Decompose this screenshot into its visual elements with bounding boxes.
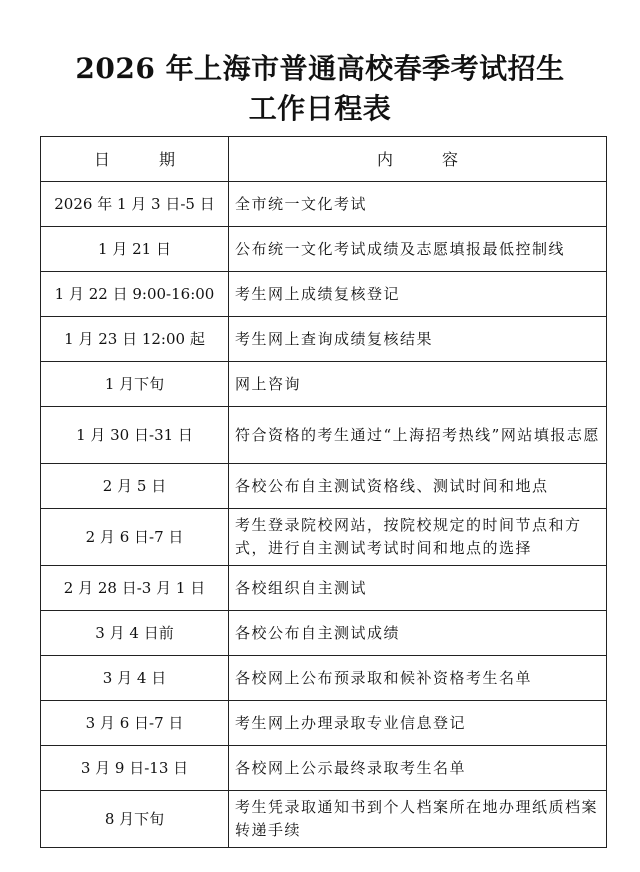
row-content: 网上咨询 (229, 362, 607, 407)
row-date: 2 月 28 日-3 月 1 日 (41, 566, 229, 611)
row-content: 各校组织自主测试 (229, 566, 607, 611)
row-date: 2 月 5 日 (41, 464, 229, 509)
table-row (41, 407, 607, 464)
table-row (41, 566, 607, 611)
table-row (41, 227, 607, 272)
table-row (41, 509, 607, 566)
table-row (41, 611, 607, 656)
row-date: 1 月 23 日 12:00 起 (41, 317, 229, 362)
table-row (41, 272, 607, 317)
row-date: 3 月 6 日-7 日 (41, 701, 229, 746)
schedule-table (40, 136, 607, 848)
table-row (41, 791, 607, 848)
row-date: 8 月下旬 (41, 791, 229, 848)
row-content: 各校公布自主测试资格线、测试时间和地点 (229, 464, 607, 509)
row-content: 各校公布自主测试成绩 (229, 611, 607, 656)
page-title-line-2: 工作日程表 (248, 92, 392, 125)
table-row (41, 701, 607, 746)
row-date: 1 月 21 日 (41, 227, 229, 272)
column-header-content: 内 容 (229, 137, 607, 182)
row-content: 各校网上公示最终录取考生名单 (229, 746, 607, 791)
row-content: 公布统一文化考试成绩及志愿填报最低控制线 (229, 227, 607, 272)
row-date: 1 月 22 日 9:00-16:00 (41, 272, 229, 317)
table-row (41, 317, 607, 362)
table-row (41, 182, 607, 227)
table-row (41, 656, 607, 701)
row-content: 全市统一文化考试 (229, 182, 607, 227)
column-header-date: 日 期 (41, 137, 229, 182)
row-content: 考生凭录取通知书到个人档案所在地办理纸质档案转递手续 (229, 791, 607, 848)
row-date: 3 月 4 日前 (41, 611, 229, 656)
row-content: 考生登录院校网站，按院校规定的时间节点和方式，进行自主测试考试时间和地点的选择 (229, 509, 607, 566)
row-content: 考生网上查询成绩复核结果 (229, 317, 607, 362)
row-date: 3 月 4 日 (41, 656, 229, 701)
row-date: 2026 年 1 月 3 日-5 日 (41, 182, 229, 227)
row-date: 3 月 9 日-13 日 (41, 746, 229, 791)
row-content: 考生网上成绩复核登记 (229, 272, 607, 317)
row-content: 符合资格的考生通过“上海招考热线”网站填报志愿 (229, 407, 607, 464)
page-title-line-1: 2026 年上海市普通高校春季考试招生 (75, 52, 565, 85)
row-content: 各校网上公布预录取和候补资格考生名单 (229, 656, 607, 701)
row-date: 1 月下旬 (41, 362, 229, 407)
row-date: 2 月 6 日-7 日 (41, 509, 229, 566)
row-content: 考生网上办理录取专业信息登记 (229, 701, 607, 746)
table-row (41, 746, 607, 791)
row-date: 1 月 30 日-31 日 (41, 407, 229, 464)
table-row (41, 464, 607, 509)
table-header-row (41, 137, 607, 182)
table-row (41, 362, 607, 407)
